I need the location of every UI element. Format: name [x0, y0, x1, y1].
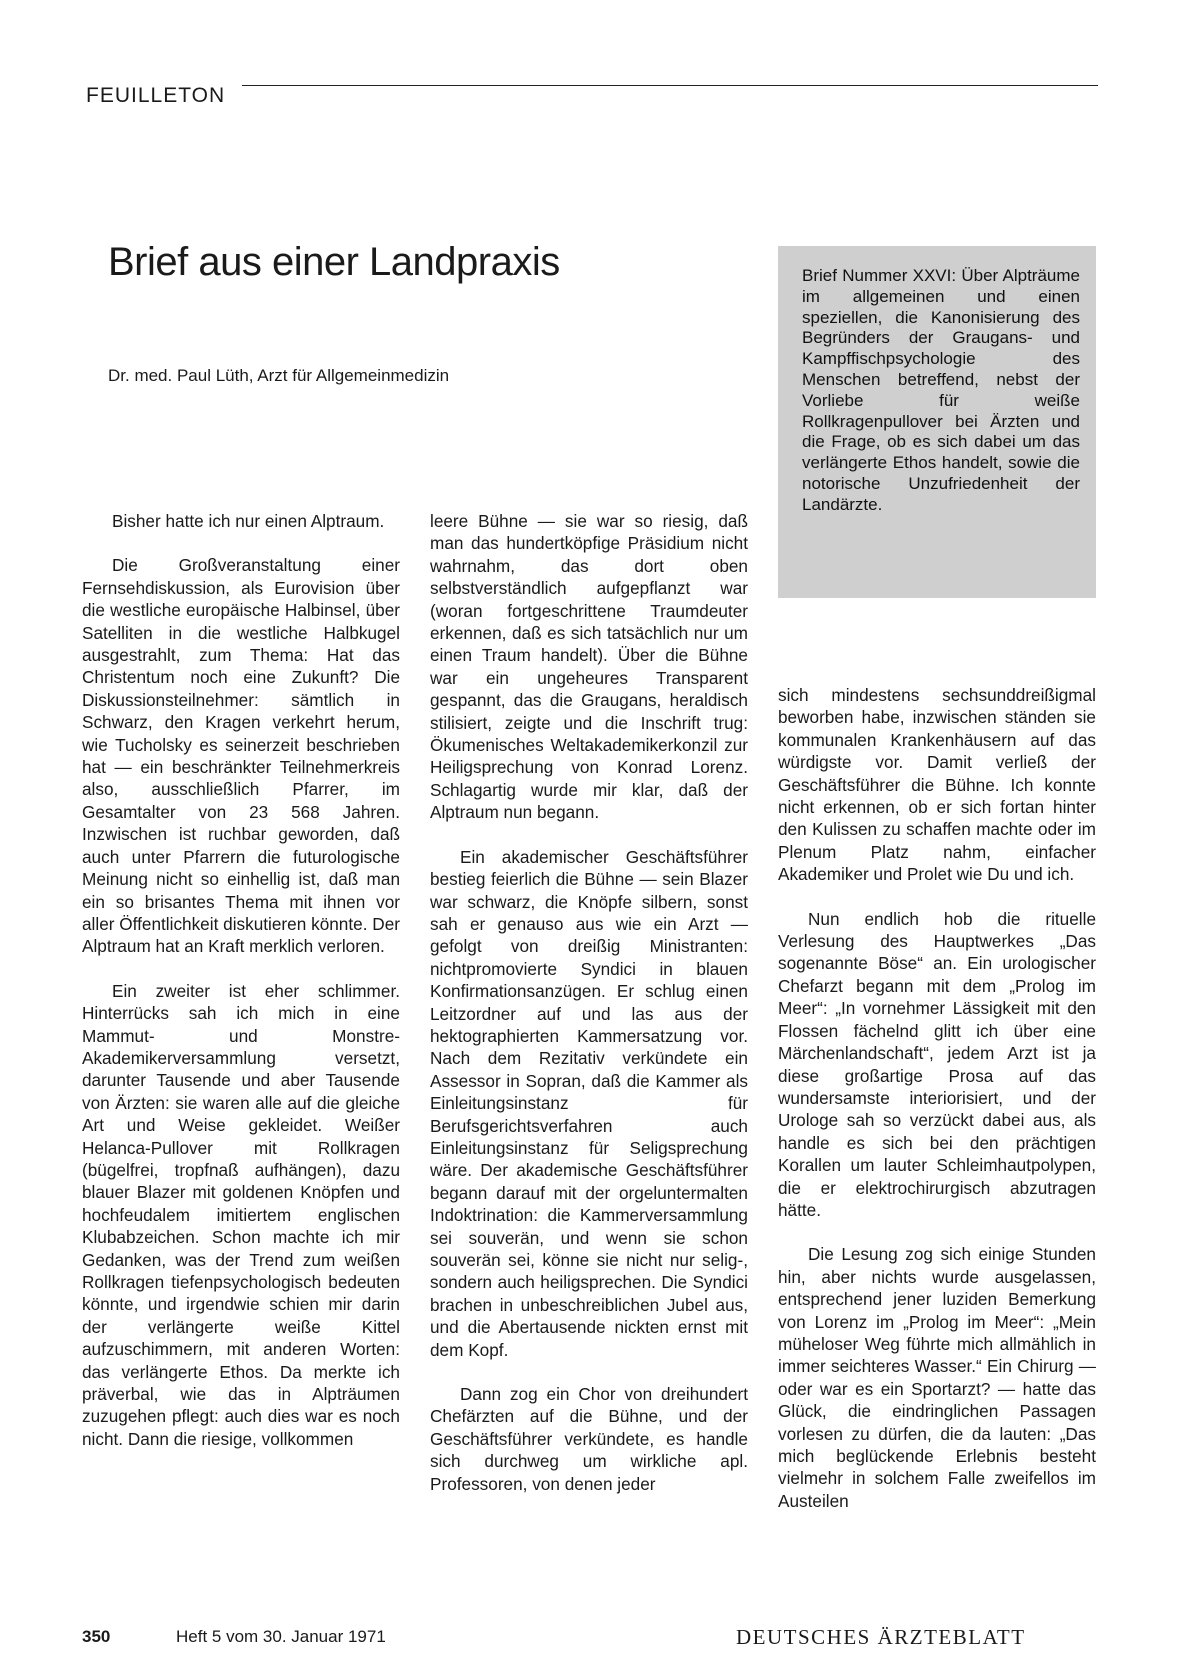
column-2 — [430, 510, 748, 1517]
paragraph: Bisher hatte ich nur einen Alptraum. — [112, 511, 385, 531]
page-number: 350 — [82, 1627, 111, 1646]
paragraph: Dann zog ein Chor von dreihundert Chefärzten auf die Bühne, und der Geschäftsführer verkündete, es handle sich durchweg um wirkliche apl. Professoren, von denen jeder — [430, 1384, 748, 1494]
header-rule — [242, 85, 1098, 86]
paragraph: Die Lesung zog sich einige Stunden hin, aber nichts wurde ausgelassen, entsprechend jener luziden Bemerkung von Lorenz im „Prolog im Meer“: „Mein müheloser Weg führte mich allmählich in immer seichteres Wasser.“ Ein Chirurg — oder war es ein Sportarzt? — hatte das Glück, die eindringlichen Passagen vorlesen zu dürfen, die da lauten: „Das mich beglückende Erlebnis besteht vielmehr in solchem Falle zweifellos im Austeilen — [778, 1244, 1096, 1511]
paragraph: Nun endlich hob die rituelle Verlesung des Hauptwerkes „Das sogenannte Böse“ an. Ein urologischer Chefarzt begann mit dem „Prolog im Meer“: „In vornehmer Lässigkeit mit den Flossen fächelnd glitt ich über eine Märchenlandschaft“, jedem Arzt ist ja diese großartige Prosa auf das wundersamste interiorisiert, und der Urologe sah so verzückt dabei aus, als handle es sich bei den prächtigen Korallen um lauter Schleimhautpolypen, die er elektrochirurgisch abzutragen hätte. — [778, 908, 1096, 1220]
issue-info: Heft 5 vom 30. Januar 1971 — [176, 1627, 386, 1646]
paragraph: Ein akademischer Geschäftsführer bestieg feierlich die Bühne — sein Blazer war schwarz, die Knöpfe silbern, sonst sah er genauso aus wie ein Arzt — gefolgt von dreißig Ministranten: nichtpromovierte Syndici in blauen Konfirmationsanzügen. Er schlug einen Leitzordner auf und las aus der hektographierten Kammersatzung vor. Nach dem Rezitativ verkündete ein Assessor in Sopran, daß die Kammer als Einleitungsinstanz für Berufsgerichtsverfahren auch Einleitungsinstanz für Seligsprechung wäre. Der akademische Geschäftsführer begann darauf mit der orgeluntermalten Indoktrination: die Kammerversammlung sei souverän, und wenn sie schon souverän sei, könne sie nicht nur selig-, sondern auch heiligsprechen. Die Syndici brachen in unbeschreiblichen Jubel aus, und die Abertausende nickten ernst mit dem Kopf. — [430, 846, 748, 1360]
article-title: Brief aus einer Landpraxis — [108, 240, 560, 284]
article-author: Dr. med. Paul Lüth, Arzt für Allgemeinmedizin — [108, 366, 450, 385]
section-label: FEUILLETON — [86, 84, 226, 107]
paragraph: Die Großveranstaltung einer Fernsehdiskussion, als Eurovision über die westliche europäische Halbinsel, über Satelliten in die westliche Halbkugel ausgestrahlt, zum Thema: Hat das Christentum noch eine Zukunft? Die Diskussionsteilnehmer: sämtlich in Schwarz, den Kragen verkehrt herum, wie Tucholsky es seinerzeit beschrieben hat — ein beschränkter Teilnehmerkreis also, ausschließlich Pfarrer, im Gesamtalter von 23 568 Jahren. Inzwischen ist ruchbar geworden, daß auch unter Pfarrern die futurologische Meinung nicht so einhellig ist, daß man ein so brisantes Thema mit ihnen vor aller Öffentlichkeit diskutieren könnte. Der Alptraum hat an Kraft merklich verloren. — [82, 555, 400, 957]
teaser-box: Brief Nummer XXVI: Über Alpträume im allgemeinen und einen speziellen, die Kanonisierung des Begründers der Graugans- und Kampffischpsychologie des Menschen betreffend, nebst der Vorliebe für weiße Rollkragenpullover bei Ärzten und die Frage, ob es sich dabei um das verlängerte Ethos handelt, sowie die notorische Unzufriedenheit der Landärzte. — [778, 246, 1096, 598]
column-3 — [778, 684, 1096, 1534]
journal-name: DEUTSCHES ÄRZTEBLATT — [736, 1625, 1026, 1649]
paragraph: leere Bühne — sie war so riesig, daß man das hundertköpfige Präsidium nicht wahrnahm, das dort oben selbstverständlich aufgepflanzt war (woran fortgeschrittene Traumdeuter erkennen, daß es sich tatsächlich nur um einen Traum handelt). Über die Bühne war ein ungeheures Transparent gespannt, das die Graugans, heraldisch stilisiert, zeigte und die Inschrift trug: Ökumenisches Weltakademikerkonzil zur Heiligsprechung von Konrad Lorenz. Schlagartig wurde mir klar, daß der Alptraum nun begann. — [430, 511, 748, 823]
column-1 — [82, 510, 400, 1472]
paragraph: sich mindestens sechsunddreißigmal beworben habe, inzwischen ständen sie kommunalen Krankenhäusern auf das würdigste vor. Damit verließ der Geschäftsführer die Bühne. Ich konnte nicht erkennen, ob er sich fortan hinter den Kulissen zu schaffen machte oder im Plenum Platz nahm, einfacher Akademiker und Prolet wie Du und ich. — [778, 685, 1096, 885]
paragraph: Ein zweiter ist eher schlimmer. Hinterrücks sah ich mich in eine Mammut- und Monstre-Akademikerversammlung versetzt, darunter Tausende und aber Tausende von Ärzten: sie waren alle auf die gleiche Art und Weise gekleidet. Weißer Helanca-Pullover mit Rollkragen (bügelfrei, tropfnaß aufhängen), dazu blauer Blazer mit goldenen Knöpfen und hochfeudalem imitiertem englischen Klubabzeichen. Schon machte ich mir Gedanken, was der Trend zum weißen Rollkragen tiefenpsychologisch bedeuten könnte, und irgendwie schien mir darin der verlängerte weiße Kittel aufzuschimmern, mit anderen Worten: das verlängerte Ethos. Da merkte ich präverbal, wie das in Alpträumen zuzugehen pflegt: auch dies war es noch nicht. Dann die riesige, vollkommen — [82, 980, 400, 1449]
